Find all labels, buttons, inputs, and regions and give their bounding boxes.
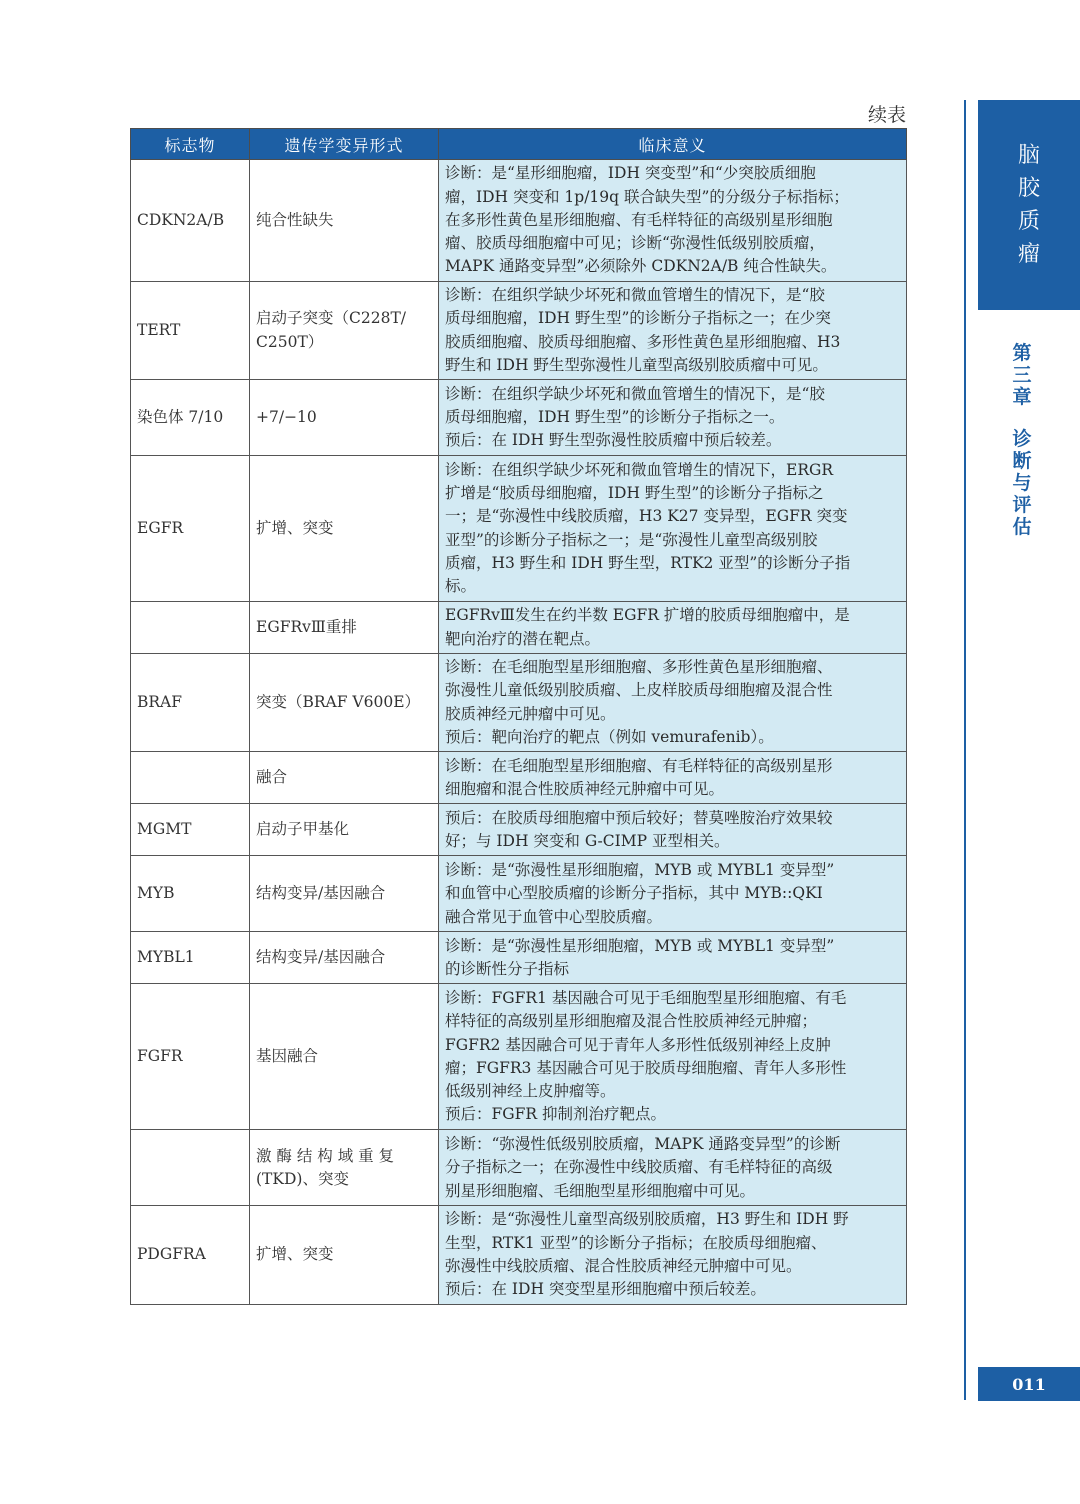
marker-cell: MYBL1	[131, 932, 250, 984]
table-row	[131, 1130, 907, 1206]
variant-line: EGFRvⅢ重排	[256, 618, 357, 637]
table-row	[131, 602, 907, 654]
significance-line: 别星形细胞瘤、毛细胞型星形细胞瘤中可见。	[445, 1181, 756, 1200]
marker-cell	[131, 602, 250, 654]
significance-line: FGFR2 基因融合可见于青年人多形性低级别神经上皮肿	[445, 1035, 831, 1054]
table-row	[131, 654, 907, 752]
significance-line: 瘤；FGFR3 基因融合可见于胶质母细胞瘤、青年人多形性	[445, 1058, 847, 1077]
significance-cell	[439, 380, 907, 456]
section-tab	[978, 100, 1080, 310]
marker-cell: CDKN2A/B	[131, 160, 250, 282]
page-number: 011	[978, 1367, 1080, 1401]
significance-line: 诊断：FGFR1 基因融合可见于毛细胞型星形细胞瘤、有毛	[445, 988, 847, 1007]
significance-line: 诊断：在毛细胞型星形细胞瘤、多形性黄色星形细胞瘤、	[445, 658, 833, 677]
significance-line: 细胞瘤和混合性胶质神经元肿瘤中可见。	[445, 779, 725, 798]
variant-line: 启动子突变（C228T/	[256, 309, 407, 328]
chapter-char: 估	[1012, 516, 1032, 538]
chapter-char: 第	[1012, 342, 1032, 364]
significance-cell	[439, 282, 907, 380]
table-row	[131, 856, 907, 932]
marker-cell: EGFR	[131, 456, 250, 602]
significance-line: 诊断：在毛细胞型星形细胞瘤、有毛样特征的高级别星形	[445, 756, 833, 775]
significance-line: 诊断：在组织学缺少坏死和微血管增生的情况下，是“胶	[445, 384, 825, 403]
marker-cell: 染色体 7/10	[131, 380, 250, 456]
marker-cell: MYB	[131, 856, 250, 932]
header-variant: 遗传学变异形式	[250, 129, 439, 160]
significance-line: 融合常见于血管中心型胶质瘤。	[445, 907, 663, 926]
table-row	[131, 380, 907, 456]
significance-cell	[439, 1130, 907, 1206]
marker-cell	[131, 1130, 250, 1206]
significance-line: 质瘤，H3 野生和 IDH 野生型，RTK2 亚型”的诊断分子指	[445, 553, 851, 572]
significance-cell	[439, 752, 907, 804]
variant-cell	[250, 984, 439, 1130]
significance-line: 在多形性黄色星形细胞瘤、有毛样特征的高级别星形细胞	[445, 210, 833, 229]
significance-line: 一；是“弥漫性中线胶质瘤，H3 K27 变异型，EGFR 突变	[445, 507, 848, 526]
significance-line: 诊断：是“弥漫性儿童型高级别胶质瘤，H3 野生和 IDH 野	[445, 1210, 849, 1229]
table-row	[131, 1206, 907, 1304]
significance-cell	[439, 932, 907, 984]
chapter-char: 章	[1012, 386, 1032, 408]
significance-line: 靶向治疗的潜在靶点。	[445, 629, 601, 648]
variant-cell	[250, 654, 439, 752]
continued-table-label: 续表	[867, 104, 906, 126]
table-header-row	[131, 129, 907, 160]
significance-line: 标。	[445, 577, 477, 596]
marker-cell: MGMT	[131, 804, 250, 856]
significance-cell	[439, 456, 907, 602]
significance-line: 样特征的高级别星形细胞瘤及混合性胶质神经元肿瘤；	[445, 1012, 818, 1031]
significance-line: MAPK 通路变异型”必须除外 CDKN2A/B 纯合性缺失。	[445, 257, 837, 276]
significance-line: 和血管中心型胶质瘤的诊断分子指标，其中 MYB::QKI	[445, 884, 823, 903]
variant-cell	[250, 160, 439, 282]
variant-line: 扩增、突变	[256, 519, 334, 538]
significance-line: 诊断：是“星形细胞瘤，IDH 突变型”和“少突胶质细胞	[445, 164, 816, 183]
significance-line: 诊断：是“弥漫性星形细胞瘤，MYB 或 MYBL1 变异型”	[445, 860, 835, 879]
significance-cell	[439, 804, 907, 856]
significance-line: 瘤，IDH 突变和 1p/19q 联合缺失型”的分级分子标指标；	[445, 187, 849, 206]
variant-line: 基因融合	[256, 1047, 319, 1066]
variant-line: (TKD)、突变	[256, 1169, 349, 1188]
significance-cell	[439, 602, 907, 654]
section-tab-char: 质	[1017, 209, 1040, 234]
significance-line: 野生和 IDH 野生型弥漫性儿童型高级别胶质瘤中可见。	[445, 355, 828, 374]
table-row	[131, 984, 907, 1130]
table-row	[131, 456, 907, 602]
table-row	[131, 752, 907, 804]
variant-cell	[250, 456, 439, 602]
marker-cell: TERT	[131, 282, 250, 380]
variant-cell	[250, 1206, 439, 1304]
variant-line: 激 酶 结 构 域 重 复	[256, 1146, 395, 1165]
margin-divider-line	[964, 100, 966, 1400]
table-row	[131, 932, 907, 984]
variant-cell	[250, 856, 439, 932]
significance-line: 诊断：是“弥漫性星形细胞瘤，MYB 或 MYBL1 变异型”	[445, 936, 835, 955]
variant-line: 突变（BRAF V600E）	[256, 693, 421, 712]
section-tab-char: 脑	[1017, 143, 1040, 168]
significance-line: 质母细胞瘤，IDH 野生型”的诊断分子指标之一。	[445, 408, 785, 427]
variant-line: 纯合性缺失	[256, 210, 334, 229]
header-marker: 标志物	[131, 129, 250, 160]
chapter-char: 与	[1012, 472, 1032, 494]
variant-cell	[250, 752, 439, 804]
variant-line: +7/−10	[256, 408, 317, 427]
significance-line: 预后：在胶质母细胞瘤中预后较好；替莫唑胺治疗效果较	[445, 808, 833, 827]
section-tab-char: 瘤	[1017, 242, 1040, 267]
significance-line: 弥漫性儿童低级别胶质瘤、上皮样胶质母细胞瘤及混合性	[445, 681, 833, 700]
variant-cell	[250, 602, 439, 654]
significance-cell	[439, 160, 907, 282]
significance-line: 预后：FGFR 抑制剂治疗靶点。	[445, 1105, 666, 1124]
section-tab-char: 胶	[1017, 176, 1040, 201]
table-row	[131, 282, 907, 380]
significance-line: 生型，RTK1 亚型”的诊断分子指标；在胶质母细胞瘤、	[445, 1233, 827, 1252]
significance-line: 预后：靶向治疗的靶点（例如 vemurafenib）。	[445, 728, 774, 747]
marker-cell: PDGFRA	[131, 1206, 250, 1304]
significance-line: 的诊断性分子指标	[445, 959, 570, 978]
variant-cell	[250, 804, 439, 856]
table-row	[131, 160, 907, 282]
chapter-char: 诊	[1012, 428, 1032, 450]
variant-cell	[250, 1130, 439, 1206]
significance-line: 分子指标之一；在弥漫性中线胶质瘤、有毛样特征的高级	[445, 1158, 833, 1177]
biomarker-table	[130, 128, 907, 1305]
chapter-label	[1002, 342, 1042, 538]
marker-cell: BRAF	[131, 654, 250, 752]
chapter-char: 评	[1012, 494, 1032, 516]
significance-line: 预后：在 IDH 突变型星形细胞瘤中预后较差。	[445, 1280, 766, 1299]
significance-line: 诊断：在组织学缺少坏死和微血管增生的情况下，是“胶	[445, 286, 825, 304]
significance-cell	[439, 856, 907, 932]
significance-line: 胶质神经元肿瘤中可见。	[445, 704, 616, 723]
variant-line: 结构变异/基因融合	[256, 884, 386, 903]
variant-cell	[250, 932, 439, 984]
significance-line: 预后：在 IDH 野生型弥漫性胶质瘤中预后较差。	[445, 431, 782, 450]
significance-line: EGFRvⅢ发生在约半数 EGFR 扩增的胶质母细胞瘤中，是	[445, 606, 850, 625]
variant-line: C250T）	[256, 332, 324, 351]
table-row	[131, 804, 907, 856]
variant-line: 扩增、突变	[256, 1245, 334, 1264]
chapter-char: 三	[1012, 364, 1032, 386]
header-significance: 临床意义	[439, 129, 907, 160]
significance-line: 弥漫性中线胶质瘤、混合性胶质神经元肿瘤中可见。	[445, 1256, 802, 1275]
significance-cell	[439, 654, 907, 752]
variant-cell	[250, 380, 439, 456]
significance-line: 低级别神经上皮肿瘤等。	[445, 1082, 616, 1101]
significance-line: 瘤、胶质母细胞瘤中可见；诊断“弥漫性低级别胶质瘤，	[445, 234, 825, 253]
variant-line: 融合	[256, 768, 288, 787]
significance-line: 诊断：在组织学缺少坏死和微血管增生的情况下，ERGR	[445, 460, 834, 479]
variant-line: 启动子甲基化	[256, 820, 350, 839]
significance-cell	[439, 984, 907, 1130]
chapter-char: 断	[1012, 450, 1032, 472]
significance-line: 扩增是“胶质母细胞瘤，IDH 野生型”的诊断分子指标之	[445, 484, 824, 503]
marker-cell	[131, 752, 250, 804]
significance-line: 亚型”的诊断分子指标之一；是“弥漫性儿童型高级别胶	[445, 530, 818, 549]
significance-line: 诊断：“弥漫性低级别胶质瘤，MAPK 通路变异型”的诊断	[445, 1134, 841, 1153]
significance-line: 质母细胞瘤，IDH 野生型”的诊断分子指标之一；在少突	[445, 309, 831, 328]
marker-cell: FGFR	[131, 984, 250, 1130]
significance-line: 好；与 IDH 突变和 G-CIMP 亚型相关。	[445, 831, 730, 850]
variant-cell	[250, 282, 439, 380]
significance-line: 胶质细胞瘤、胶质母细胞瘤、多形性黄色星形细胞瘤、H3	[445, 332, 841, 351]
variant-line: 结构变异/基因融合	[256, 948, 386, 967]
significance-cell	[439, 1206, 907, 1304]
